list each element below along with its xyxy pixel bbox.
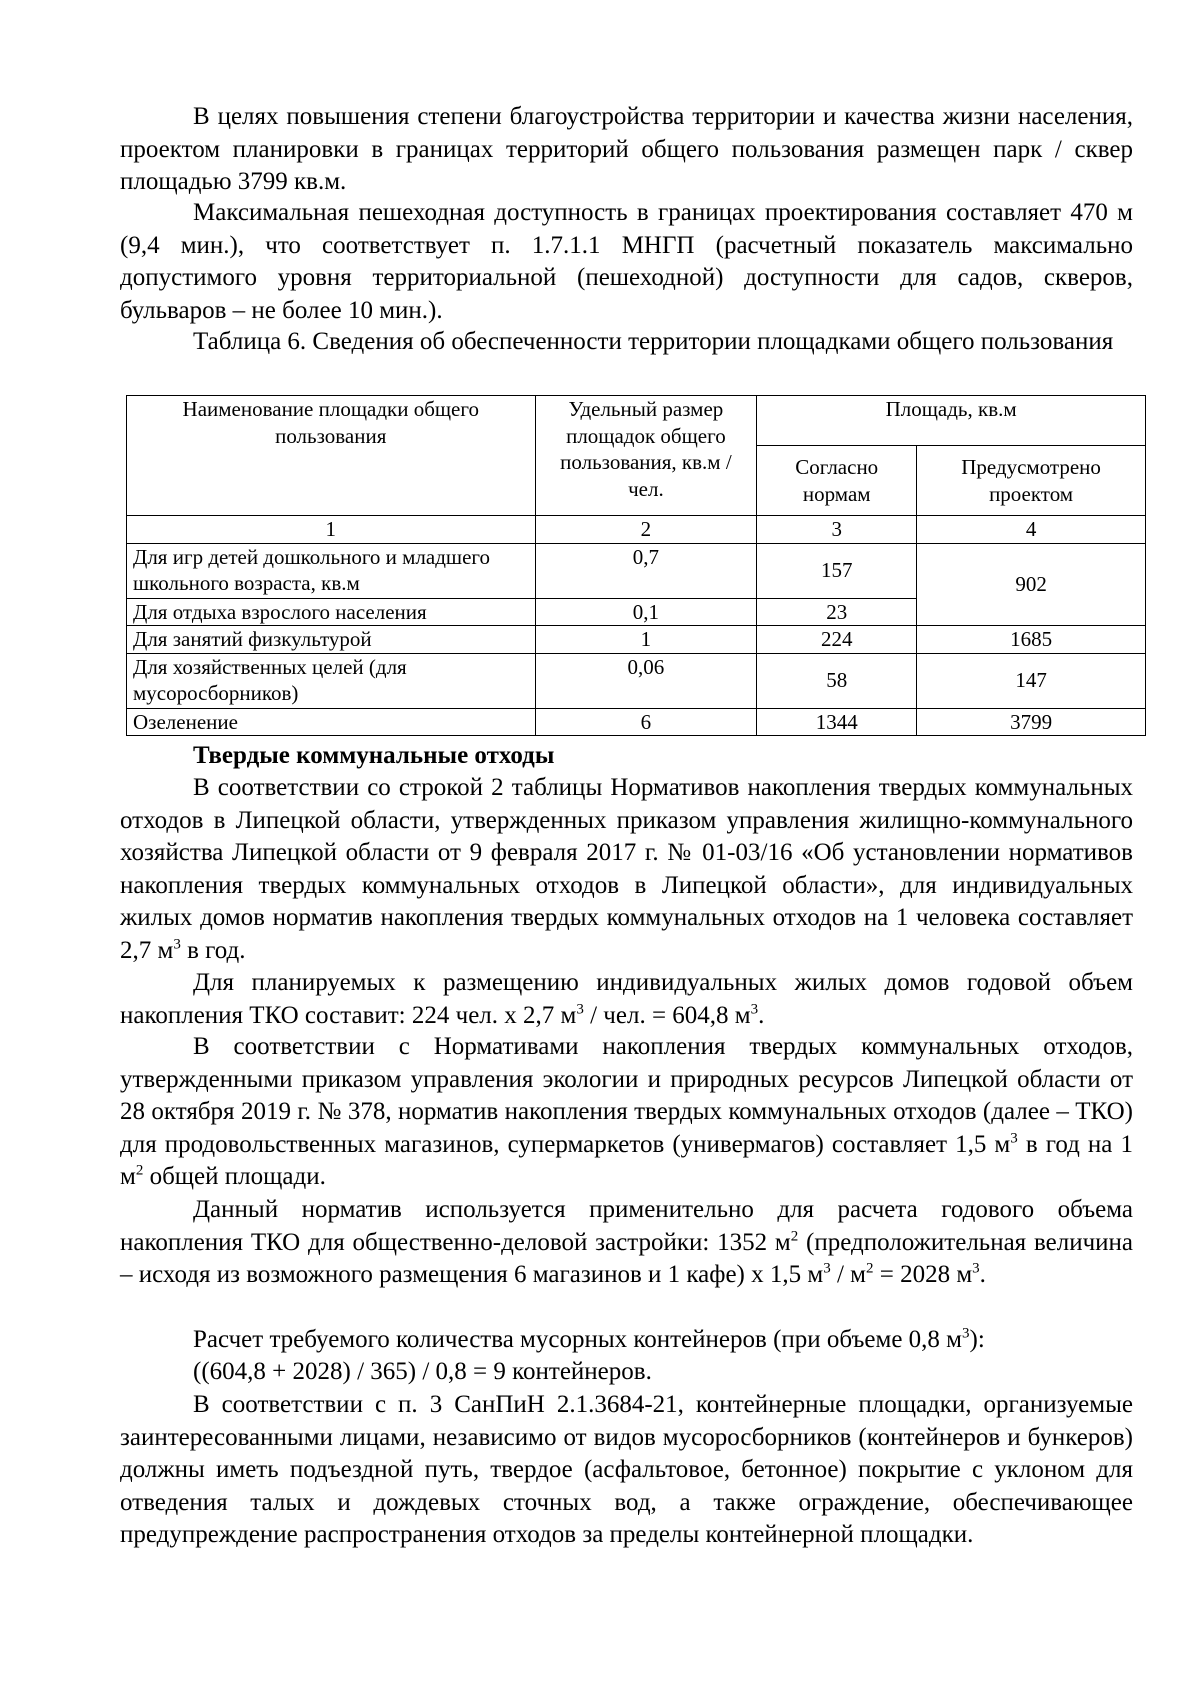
header-norm: Согласно нормам	[757, 446, 917, 516]
waste-paragraph-6: В соответствии с п. 3 СанПиН 2.1.3684-21, контейнерные площадки, организуемые заинтересованными лицами, независимо от видов мусоросборников (контейнеров и бункеров) должны иметь подъездной путь, твердое (асфальтовое, бетонное) покрытие с уклоном для отведения талых и дождевых сточных вод, а также ограждение, обеспечивающее предупреждение распространения отходов за пределы контейнерной площадки.	[120, 1391, 1133, 1548]
row-project: 3799	[917, 708, 1146, 736]
waste-heading: Твердые коммунальные отходы	[193, 742, 555, 769]
waste-paragraph-2: Для планируемых к размещению индивидуальных жилых домов годовой объем накопления ТКО составит: 224 чел. х 2,7 $м^3$ / чел. = 604,8 $м^3$.	[120, 969, 1133, 1029]
waste-paragraph-5: Расчет требуемого количества мусорных контейнеров (при объеме 0,8 $м^3$):	[193, 1325, 985, 1353]
col-number: 4	[917, 516, 1146, 544]
table-row	[127, 543, 1146, 598]
access-paragraph: Максимальная пешеходная доступность в границах проектирования составляет 470 м (9,4 мин.), что соответствует п. 1.7.1.1 МНГП (расчетный показатель максимально допустимого уровня территориальной (пешеходной) доступности для садов, скверов, бульваров – не более 10 мин.).	[120, 199, 1133, 324]
waste-paragraph-1: В соответствии со строкой 2 таблицы Нормативов накопления твердых коммунальных отходов в Липецкой области, утвержденных приказом управления жилищно-коммунального хозяйства Липецкой области от 9 февраля 2017 г. № 01-03/16 «Об установлении нормативов накопления твердых коммунальных отходов в Липецкой области», для индивидуальных жилых домов норматив накопления твердых коммунальных отходов на 1 человека составляет 2,7 $м^3$ в год.	[120, 774, 1133, 964]
waste-formula: ((604,8 + 2028) / 365) / 0,8 = 9 контейнеров.	[193, 1358, 652, 1385]
park-paragraph: В целях повышения степени благоустройства территории и качества жизни населения, проектом планировки в границах территорий общего пользования размещен парк / сквер площадью 3799 кв.м.	[120, 103, 1133, 195]
row-specific: 0,06	[535, 653, 757, 708]
col-number: 3	[757, 516, 917, 544]
col-number: 2	[535, 516, 757, 544]
header-name: Наименование площадки общего пользования	[127, 396, 536, 516]
row-name: Для занятий физкультурой	[127, 626, 536, 654]
table-row	[127, 653, 1146, 708]
row-name: Для игр детей дошкольного и младшего школьного возраста, кв.м	[127, 543, 536, 598]
header-specific-size: Удельный размер площадок общего пользования, кв.м / чел.	[535, 396, 757, 516]
table-row	[127, 626, 1146, 654]
row-specific: 1	[535, 626, 757, 654]
row-name: Озеленение	[127, 708, 536, 736]
row-specific: 0,7	[535, 543, 757, 598]
row-project: 1685	[917, 626, 1146, 654]
row-name: Для отдыха взрослого населения	[127, 598, 536, 626]
row-norm: 224	[757, 626, 917, 654]
row-norm: 157	[757, 543, 917, 598]
row-project-merged: 902	[917, 543, 1146, 626]
facilities-table	[126, 395, 1146, 736]
table-caption: Таблица 6. Сведения об обеспеченности территории площадками общего пользования	[193, 328, 1114, 355]
row-name: Для хозяйственных целей (для мусоросборников)	[127, 653, 536, 708]
waste-paragraph-3: В соответствии с Нормативами накопления твердых коммунальных отходов, утвержденными приказом управления экологии и природных ресурсов Липецкой области от 28 октября 2019 г. № 378, норматив накопления твердых коммунальных отходов (далее – ТКО) для продовольственных магазинов, супермаркетов (универмагов) составляет 1,5 $м^3$ в год на 1 $м^2$ общей площади.	[120, 1033, 1133, 1190]
row-specific: 0,1	[535, 598, 757, 626]
row-norm: 1344	[757, 708, 917, 736]
header-project: Предусмотрено проектом	[917, 446, 1146, 516]
table-row	[127, 516, 1146, 544]
header-area: Площадь, кв.м	[757, 396, 1146, 446]
row-norm: 58	[757, 653, 917, 708]
row-norm: 23	[757, 598, 917, 626]
row-project: 147	[917, 653, 1146, 708]
col-number: 1	[127, 516, 536, 544]
table-row	[127, 708, 1146, 736]
row-specific: 6	[535, 708, 757, 736]
waste-paragraph-4: Данный норматив используется применительно для расчета годового объема накопления ТКО для общественно-деловой застройки: 1352 $м^2$ (предположительная величина – исходя из возможного размещения 6 магазинов и 1 кафе) х 1,5 $м^3 / м^2 = 2028$ $м^3$.	[120, 1196, 1134, 1288]
